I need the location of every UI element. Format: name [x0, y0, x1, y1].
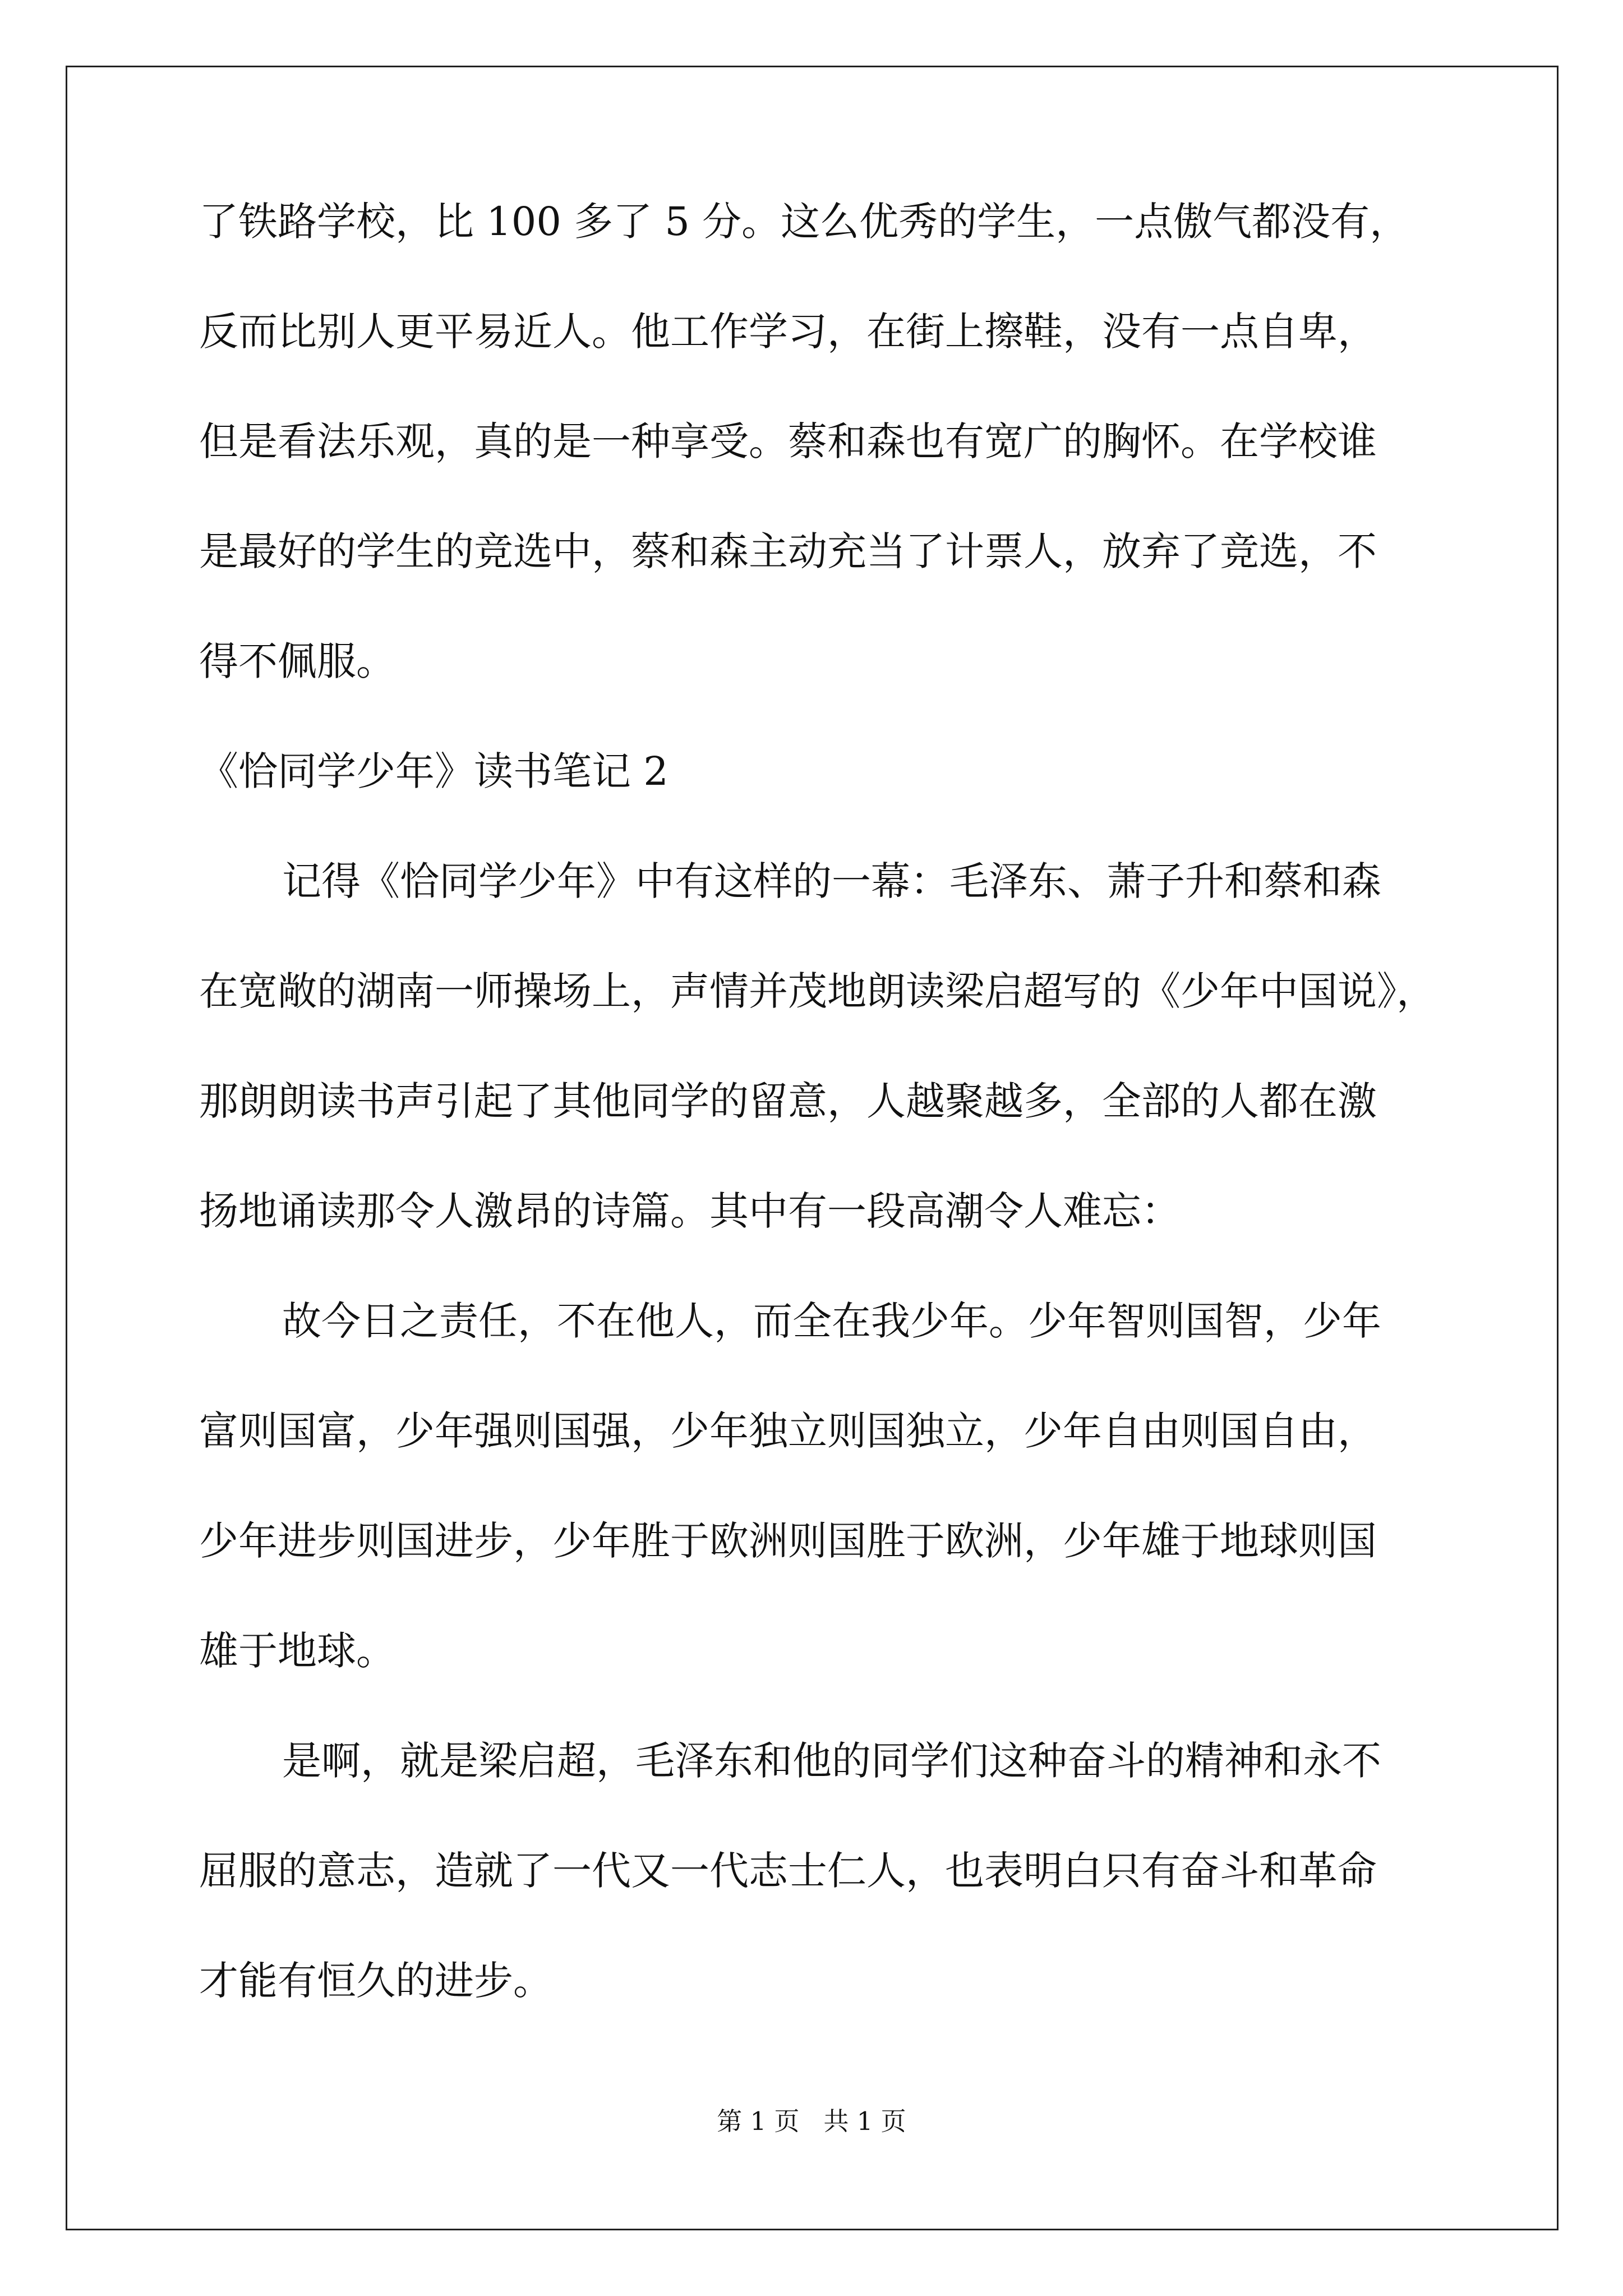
text-line: 富则国富，少年强则国强，少年独立则国独立，少年自由则国自由，	[199, 1408, 1377, 1454]
text-line: 了铁路学校，比 100 多了 5 分。这么优秀的学生，一点傲气都没有，	[199, 199, 1409, 245]
text-line: 记得《恰同学少年》中有这样的一幕：毛泽东、萧子升和蔡和森	[282, 858, 1381, 904]
text-line: 那朗朗读书声引起了其他同学的留意，人越聚越多，全部的人都在激	[199, 1078, 1377, 1124]
text-line: 少年进步则国进步，少年胜于欧洲则国胜于欧洲，少年雄于地球则国	[199, 1518, 1377, 1564]
text-line: 雄于地球。	[199, 1628, 395, 1674]
text-line: 在宽敞的湖南一师操场上，声情并茂地朗读梁启超写的《少年中国说》，	[199, 968, 1436, 1014]
text-line: 是啊，就是梁启超，毛泽东和他的同学们这种奋斗的精神和永不	[282, 1738, 1381, 1784]
section-heading: 《恰同学少年》读书笔记 2	[199, 748, 668, 794]
text-line: 是最好的学生的竞选中，蔡和森主动充当了计票人，放弃了竞选，不	[199, 528, 1377, 574]
text-line: 但是看法乐观，真的是一种享受。蔡和森也有宽广的胸怀。在学校谁	[199, 418, 1377, 464]
text-line: 屈服的意志，造就了一代又一代志士仁人，也表明白只有奋斗和革命	[199, 1848, 1377, 1894]
text-line: 反而比别人更平易近人。他工作学习，在街上擦鞋，没有一点自卑，	[199, 309, 1377, 355]
text-line: 故今日之责任，不在他人，而全在我少年。少年智则国智，少年	[282, 1298, 1381, 1344]
text-line: 才能有恒久的进步。	[199, 1958, 552, 2004]
text-line: 得不佩服。	[199, 638, 395, 684]
text-line: 扬地诵读那令人激昂的诗篇。其中有一段高潮令人难忘：	[199, 1188, 1181, 1234]
page-border	[66, 66, 1559, 2230]
page-footer: 第 1 页 共 1 页	[717, 2106, 906, 2136]
